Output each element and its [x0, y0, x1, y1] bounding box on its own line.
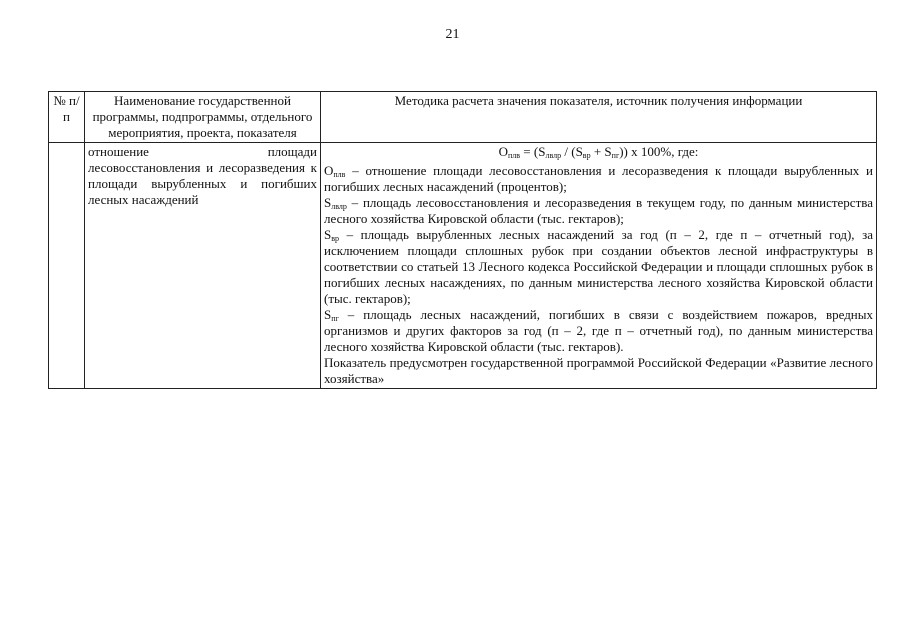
header-method: Методика расчета значения показателя, источник получения информации: [321, 92, 877, 143]
indicator-name: отношение площади лесовосстановления и лесоразведения к площади вырубленных и погибших лесных насаждений: [85, 143, 321, 389]
header-name: Наименование государственной программы, подпрограммы, отдельного мероприятия, проекта, показателя: [85, 92, 321, 143]
definition-s-pg: $S_{пг}$ – площадь лесных насаждений, погибших в связи с воздействием пожаров, вредных организмов и других факторов за год (п – 2, где п – отчетный год), по данным министерства лесного хозяйства Кировской области (тыс. гектаров).: [324, 307, 873, 354]
table-row: [49, 143, 877, 389]
method-cell: [321, 143, 877, 389]
page-number: 21: [445, 27, 460, 42]
indicator-table: [48, 91, 877, 389]
row-num: [49, 143, 85, 389]
definition-s-lvlr: $S_{лвлр}$ – площадь лесовосстановления и лесоразведения в текущем году, по данным министерства лесного хозяйства Кировской области (тыс. гектаров);: [324, 195, 873, 226]
formula: $О_{плв} = (S_{лвлр} / (S_{вр} + S_{пг}))$ x 100%, где:: [498, 144, 699, 160]
table-header-row: [49, 92, 877, 143]
header-num: № п/п: [49, 92, 85, 143]
definition-o-plv: $О_{плв}$ – отношение площади лесовосстановления и лесоразведения к площади вырубленных и погибших лесных насаждений (процентов);: [324, 163, 873, 194]
definition-s-vr: $S_{вр}$ – площадь вырубленных лесных насаждений за год (п – 2, где п – отчетный год), за исключением площади сплошных рубок при создании объектов лесной инфраструктуры в соответствии со статьей 13 Лесного кодекса Российской Федерации и площади сплошных рубок в погибших лесных насаждениях, по данным министерства лесного хозяйства Кировской области (тыс. гектаров);: [324, 227, 873, 306]
source-note: Показатель предусмотрен государственной программой Российской Федерации «Развитие лесного хозяйства»: [324, 355, 873, 386]
